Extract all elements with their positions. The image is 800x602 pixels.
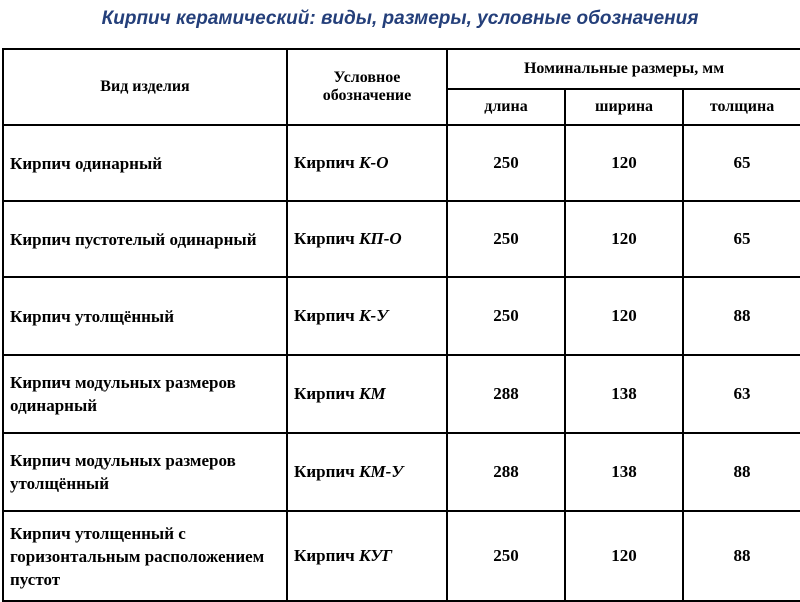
code-value: КМ-У	[359, 462, 404, 481]
product-name: Кирпич модульных размеров одинарный	[3, 355, 287, 433]
product-code	[287, 125, 447, 201]
product-name: Кирпич утолщенный с горизонтальным расположением пустот	[3, 511, 287, 601]
width-value: 120	[565, 201, 683, 277]
product-code	[287, 201, 447, 277]
table-row	[3, 277, 800, 355]
header-product-type: Вид изделия	[3, 49, 287, 125]
code-prefix: Кирпич	[294, 384, 355, 403]
table-row	[3, 433, 800, 511]
code-value: КМ	[359, 384, 386, 403]
length-value: 288	[447, 433, 565, 511]
header-thickness: толщина	[683, 89, 800, 125]
code-prefix: Кирпич	[294, 229, 355, 248]
product-code	[287, 433, 447, 511]
product-name: Кирпич утолщённый	[3, 277, 287, 355]
width-value: 120	[565, 125, 683, 201]
code-value: К-У	[359, 306, 389, 325]
width-value: 120	[565, 511, 683, 601]
code-value: КУГ	[359, 546, 393, 565]
width-value: 138	[565, 433, 683, 511]
length-value: 250	[447, 277, 565, 355]
product-name: Кирпич одинарный	[3, 125, 287, 201]
code-prefix: Кирпич	[294, 306, 355, 325]
code-value: К-О	[359, 153, 389, 172]
brick-sizes-table	[2, 48, 800, 602]
header-length: длина	[447, 89, 565, 125]
thickness-value: 88	[683, 433, 800, 511]
thickness-value: 63	[683, 355, 800, 433]
table-row	[3, 125, 800, 201]
table-header-row	[3, 49, 800, 89]
width-value: 120	[565, 277, 683, 355]
table-row	[3, 201, 800, 277]
code-prefix: Кирпич	[294, 462, 355, 481]
width-value: 138	[565, 355, 683, 433]
thickness-value: 65	[683, 125, 800, 201]
table-row	[3, 355, 800, 433]
table-row	[3, 511, 800, 601]
thickness-value: 88	[683, 277, 800, 355]
header-width: ширина	[565, 89, 683, 125]
product-name: Кирпич пустотелый одинарный	[3, 201, 287, 277]
thickness-value: 88	[683, 511, 800, 601]
code-prefix: Кирпич	[294, 546, 355, 565]
thickness-value: 65	[683, 201, 800, 277]
code-prefix: Кирпич	[294, 153, 355, 172]
product-name: Кирпич модульных размеров утолщённый	[3, 433, 287, 511]
page-title: Кирпич керамический: виды, размеры, условные обозначения	[101, 8, 699, 29]
length-value: 288	[447, 355, 565, 433]
length-value: 250	[447, 125, 565, 201]
header-designation: Условное обозначение	[287, 49, 447, 125]
header-nominal-sizes: Номинальные размеры, мм	[447, 49, 800, 89]
code-value: КП-О	[359, 229, 402, 248]
product-code	[287, 355, 447, 433]
product-code	[287, 511, 447, 601]
length-value: 250	[447, 511, 565, 601]
product-code	[287, 277, 447, 355]
length-value: 250	[447, 201, 565, 277]
